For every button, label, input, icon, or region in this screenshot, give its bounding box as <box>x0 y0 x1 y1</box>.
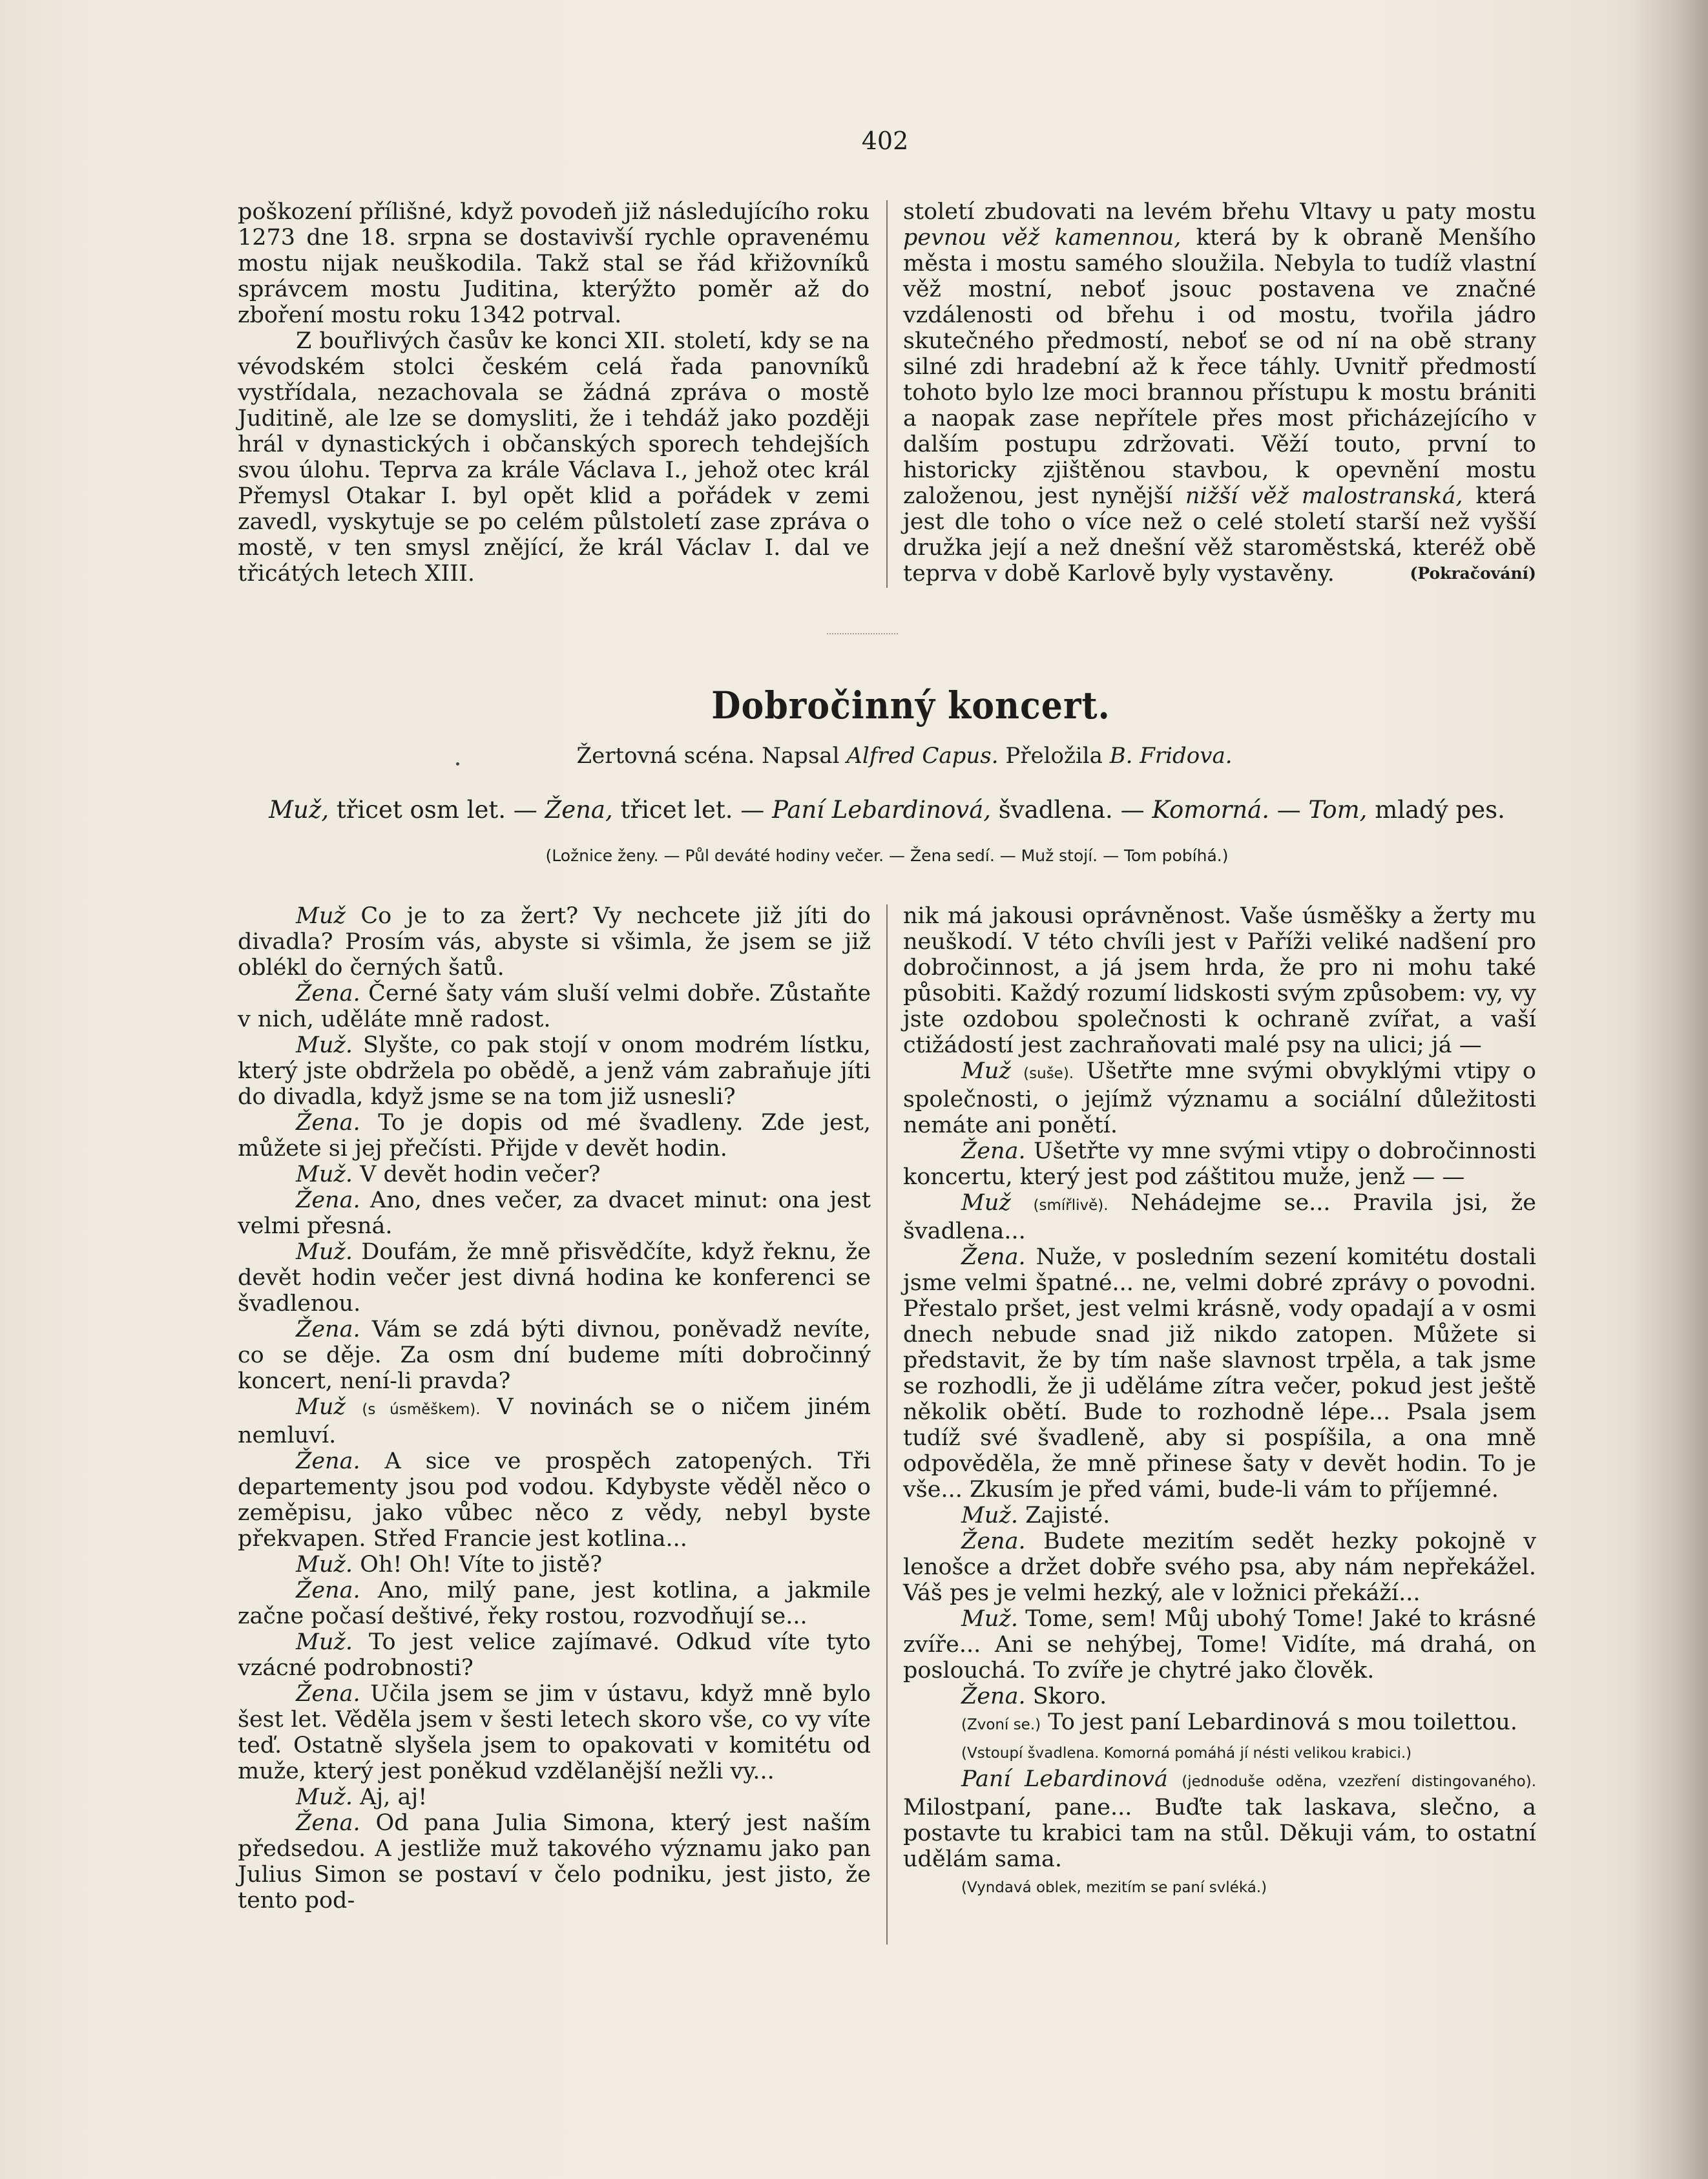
dialog-line <box>238 1810 871 1913</box>
dialog-line <box>903 1190 1536 1244</box>
dialog-line <box>903 1684 1536 1709</box>
speech-text: Milostpaní, pane... Buďte tak laskava, slečno, a postavte tu krabici tam na stůl. Děkuji vám, to ostatní udělám sama. <box>903 1795 1536 1872</box>
speaker-name: Žena. <box>961 1684 1026 1709</box>
speech-text: Vám se zdá býti divnou, poněvadž nevíte, co se děje. Za osm dní budeme míti dobročinný koncert, není-li pravda? <box>238 1317 871 1394</box>
top-left-column <box>238 199 870 587</box>
dialog-line <box>903 1709 1536 1738</box>
dialog-line <box>903 1058 1536 1138</box>
speaker-name: Žena. <box>296 981 360 1006</box>
speaker-name: Muž. <box>296 1629 353 1655</box>
dialog-line <box>903 1606 1536 1684</box>
dialog-line <box>903 1503 1536 1528</box>
speech-text: Nuže, v posledním sezení komitétu dostali jsme velmi špatné... ne, velmi dobré zprávy o povodni. Přestalo pršet, jest velmi krásně, vody opadají a v osmi dnech nebude snad již nikdo zatopen. Můžete si představit, že by tím naše slavnost trpěla, a tak jsme se rozhodli, že ji uděláme zítra večer, pokud jest ještě několik obětí. Bude to rozhodně lépe... Psala jsem tudíž své švadleně, aby si pospíšila, a ona mně odpověděla, že mně přinese šaty v devět hodin. To je vše... Zkusím je před vámi, bude-li vám to příjemné. <box>903 1244 1536 1503</box>
dialog-line <box>238 1187 871 1239</box>
speaker-name: Muž. <box>961 1503 1018 1528</box>
speaker-name: Žena. <box>296 1110 360 1136</box>
speaker-name: Žena. <box>296 1448 360 1474</box>
speaker-name: Žena. <box>961 1528 1026 1554</box>
speech-text: Slyšte, co pak stojí v onom modrém lístku, který jste obdržela po obědě, a jenž vám zabraňuje jíti do divadla, když jsme se na tom již usnesli? <box>238 1032 871 1110</box>
dialog-line <box>238 903 871 981</box>
speech-text: nik má jakousi oprávněnost. Vaše úsměšky a žerty mu neuškodí. V této chvíli jest v Paříži veliké nadšení pro dobročinnost, a já jsem hrda, že pro ni mohu také působiti. Každý rozumí lidskosti svým způsobem: vy, vy jste ozdobou společnosti k ochraně zvířat, a vaší ctižádostí jest zachraňovati malé psy na ulici; já — <box>903 903 1536 1058</box>
dialog-line <box>903 903 1536 1058</box>
cast-desc: — <box>1276 796 1301 824</box>
dialog-line <box>238 1032 871 1110</box>
dialog-line <box>238 1394 871 1448</box>
speaker-name: Muž <box>961 1190 1011 1216</box>
dialog-left-column <box>238 903 871 1913</box>
column-rule <box>886 200 888 588</box>
dialog-line <box>238 1317 871 1394</box>
speaker-name: Žena. <box>296 1317 360 1342</box>
speech-text: Od pana Julia Simona, který jest naším předsedou. A jestliže muž takového významu jako pan Julius Simon se postaví v čelo podniku, jest jisto, že tento pod- <box>238 1810 871 1913</box>
paragraph <box>903 199 1536 587</box>
speech-text: Zajisté. <box>1025 1503 1110 1528</box>
stage-direction: (Ložnice ženy. — Půl deváté hodiny večer. — Žena sedí. — Muž stojí. — Tom pobíhá.) <box>545 846 1229 865</box>
dialog-line <box>238 1629 871 1681</box>
cast-role: Žena, <box>545 796 613 824</box>
inline-stage-direction: (Vyndavá oblek, mezitím se paní svléká.) <box>961 1879 1267 1896</box>
page-number: 402 <box>861 127 909 155</box>
speech-text: Aj, aj! <box>360 1784 428 1810</box>
dialog-line <box>903 1244 1536 1503</box>
text-run-italic: nižší věž malostranská, <box>1185 483 1463 509</box>
paragraph: Z bouřlivých časův ke konci XII. století, kdy se na vévodském stolci českém celá řada panovníků vystřídala, nezachovala se žádná zpráva o mostě Juditině, ale lze se domysliti, že i tehdáž jako později hrál v dynastických i občanských sporech tehdejších svou úlohu. Teprva za krále Václava I., jehož otec král Přemysl Otakar I. byl opět klid a pořádek v zemi zavedl, vyskytuje se po celém půlstoletí zase zpráva o mostě, v ten smysl znějící, že král Václav I. dal ve třicátých letech XIII. <box>238 328 870 587</box>
inline-stage-direction: (suše). <box>1023 1065 1074 1082</box>
speech-text: V novinách se o ničem jiném nemluví. <box>238 1394 871 1448</box>
speaker-name: Muž <box>296 1394 346 1420</box>
cast-role: Komorná. <box>1152 796 1269 824</box>
page-edge-shadow <box>1630 0 1708 2179</box>
speech-text: Oh! Oh! Víte to jistě? <box>360 1552 603 1578</box>
inline-stage-direction: (s úsměškem). <box>362 1401 481 1418</box>
speech-text: Černé šaty vám sluší velmi dobře. Zůstaňte v nich, uděláte mně radost. <box>238 981 871 1032</box>
speaker-name: Muž. <box>296 1784 353 1810</box>
text-run: která jest dle toho o více než o celé století starší než vyšší družka její a než dnešní věž staroměstská, kteréž obě teprva v době Karlově byly vystavěny. <box>903 483 1536 587</box>
cast-list <box>238 796 1536 824</box>
paragraph: poškození přílišné, když povodeň již následujícího roku 1273 dne 18. srpna se dostavivší rychle opravenému mostu nijak neuškodila. Takž stal se řád křižovníků správcem mostu Juditina, kterýžto poměr až do zboření mostu roku 1342 potrval. <box>238 199 870 328</box>
text-run: století zbudovati na levém břehu Vltavy u paty mostu <box>903 199 1536 225</box>
dialog-line <box>903 1528 1536 1606</box>
speaker-name: Muž. <box>296 1552 353 1578</box>
speaker-name: Muž <box>961 1058 1011 1084</box>
cast-desc: třicet osm let. — <box>336 796 537 824</box>
translator-name: B. Fridova. <box>1109 743 1233 769</box>
dialog-right-column <box>903 903 1536 1901</box>
speaker-name: Muž <box>296 903 346 929</box>
dialog-line <box>903 1138 1536 1190</box>
dialog-line <box>238 1448 871 1552</box>
author-name: Alfred Capus. <box>846 743 999 769</box>
cast-desc: mladý pes. <box>1375 796 1505 824</box>
speaker-name: Žena. <box>296 1187 360 1213</box>
text-run: která by k obraně Menšího města i mostu samého sloužila. Nebyla to tudíž vlastní věž mostní, neboť jsouc postavena ve značné vzdálenosti od břehu i od mostu, tvořila jádro skutečného předmostí, neboť se od ní na obě strany silné zdi hradební až k řece táhly. Uvnitř předmostí tohoto bylo lze moci brannou přístupu k mostu brániti a naopak zase nepřítele přes most přicházejícího v dalším postupu zdržovati. Věží touto, první to historicky zjištěnou stavbou, k opevnění mostu založenou, jest nynější <box>903 225 1536 509</box>
speech-text: A sice ve prospěch zatopených. Tři departementy jsou pod vodou. Kdybyste věděl něco o zeměpisu, jako vůbec něco z vědy, nebyl byste překvapen. Střed Francie jest kotlina... <box>238 1448 871 1552</box>
cast-role: Paní Lebardinová, <box>772 796 992 824</box>
speech-text: To jest velice zajímavé. Odkud víte tyto vzácné podrobnosti? <box>238 1629 871 1681</box>
dialog-line <box>238 1239 871 1317</box>
dialog-line <box>903 1872 1536 1901</box>
speech-text: Učila jsem se jim v ústavu, když mně bylo šest let. Věděla jsem v šesti letech skoro vše, co vy víte teď. Ostatně slyšela jsem to opakovati v komitétu od muže, který jest poněkud vzdělanější nežli vy... <box>238 1681 871 1784</box>
inline-stage-direction: (Vstoupí švadlena. Komorná pomáhá jí nésti velikou krabici.) <box>961 1745 1412 1762</box>
dialog-line <box>238 1681 871 1784</box>
speaker-name: Muž. <box>296 1032 353 1058</box>
dialog-line <box>238 1162 871 1187</box>
text-run-italic: pevnou věž kamennou, <box>903 225 1182 251</box>
cast-desc: třicet let. — <box>620 796 765 824</box>
cast-role: Tom, <box>1308 796 1368 824</box>
continuation-note: (Pokračování) <box>1410 564 1536 583</box>
speech-text: Ano, milý pane, jest kotlina, a jakmile začne počasí deštivé, řeky rostou, rozvodňují se... <box>238 1578 871 1629</box>
article-subtitle <box>452 743 1357 769</box>
speech-text: Tome, sem! Můj ubohý Tome! Jaké to krásné zvíře... Ani se nehýbej, Tome! Vidíte, má drahá, on poslouchá. To zvíře je chytré jako člověk. <box>903 1606 1536 1684</box>
dialog-line <box>903 1738 1536 1766</box>
top-right-column <box>903 199 1536 587</box>
inline-stage-direction: (smířlivě). <box>1033 1197 1109 1214</box>
speaker-name: Žena. <box>961 1244 1026 1270</box>
speech-text: Ano, dnes večer, za dvacet minut: ona jest velmi přesná. <box>238 1187 871 1239</box>
speaker-name: Muž. <box>961 1606 1018 1632</box>
speech-text: Skoro. <box>1032 1684 1107 1709</box>
speech-text: To je dopis od mé švadleny. Zde jest, můžete si jej přečísti. Přijde v devět hodin. <box>238 1110 871 1162</box>
dialog-line <box>238 1784 871 1810</box>
cast-role: Muž, <box>269 796 329 824</box>
column-rule <box>886 904 888 1944</box>
subtitle-text: Žertovná scéna. Napsal <box>576 743 840 769</box>
speaker-name: Paní Lebardinová <box>961 1766 1168 1792</box>
dialog-line <box>238 1552 871 1578</box>
speech-text: V devět hodin večer? <box>360 1162 601 1187</box>
speaker-name: Žena. <box>961 1138 1026 1164</box>
speech-text: Ušetřte mne svými obvyklými vtipy o společnosti, o jejímž významu a sociální důležitosti nemáte ani ponětí. <box>903 1058 1536 1138</box>
inline-stage-direction: (Zvoní se.) <box>961 1716 1041 1733</box>
speech-text: Co je to za žert? Vy nechcete již jíti do divadla? Prosím vás, abyste si všimla, že jsem se již oblékl do černých šatů. <box>238 903 871 981</box>
speaker-name: Žena. <box>296 1681 360 1707</box>
article-title: Dobročinný koncert. <box>711 683 1110 727</box>
speaker-name: Žena. <box>296 1578 360 1603</box>
cast-desc: švadlena. — <box>998 796 1145 824</box>
speech-text: Doufám, že mně přisvědčíte, když řeknu, že devět hodin večer jest divná hodina ke konferenci se švadlenou. <box>238 1239 871 1317</box>
speech-text: To jest paní Lebardinová s mou toilettou. <box>1048 1709 1517 1735</box>
section-separator <box>827 633 898 634</box>
speaker-name: Žena. <box>296 1810 360 1836</box>
dialog-line <box>903 1766 1536 1872</box>
speech-text: Budete mezitím sedět hezky pokojně v lenošce a držet dobře svého psa, aby nám nepřekážel. Váš pes je velmi hezký, ale v ložnici překáží... <box>903 1528 1536 1606</box>
speech-text: Ušetřte vy mne svými vtipy o dobročinnosti koncertu, který jest pod záštitou muže, jenž — — <box>903 1138 1536 1190</box>
speaker-name: Muž. <box>296 1239 353 1265</box>
dialog-line <box>238 1110 871 1162</box>
inline-stage-direction: (jednoduše oděna, vzezření distingovaného). <box>1182 1773 1536 1790</box>
subtitle-text: Přeložila <box>1005 743 1103 769</box>
speaker-name: Muž. <box>296 1162 353 1187</box>
dialog-line <box>238 1578 871 1629</box>
speech-text: Nehádejme se... Pravila jsi, že švadlena... <box>903 1190 1536 1244</box>
dialog-line <box>238 981 871 1032</box>
